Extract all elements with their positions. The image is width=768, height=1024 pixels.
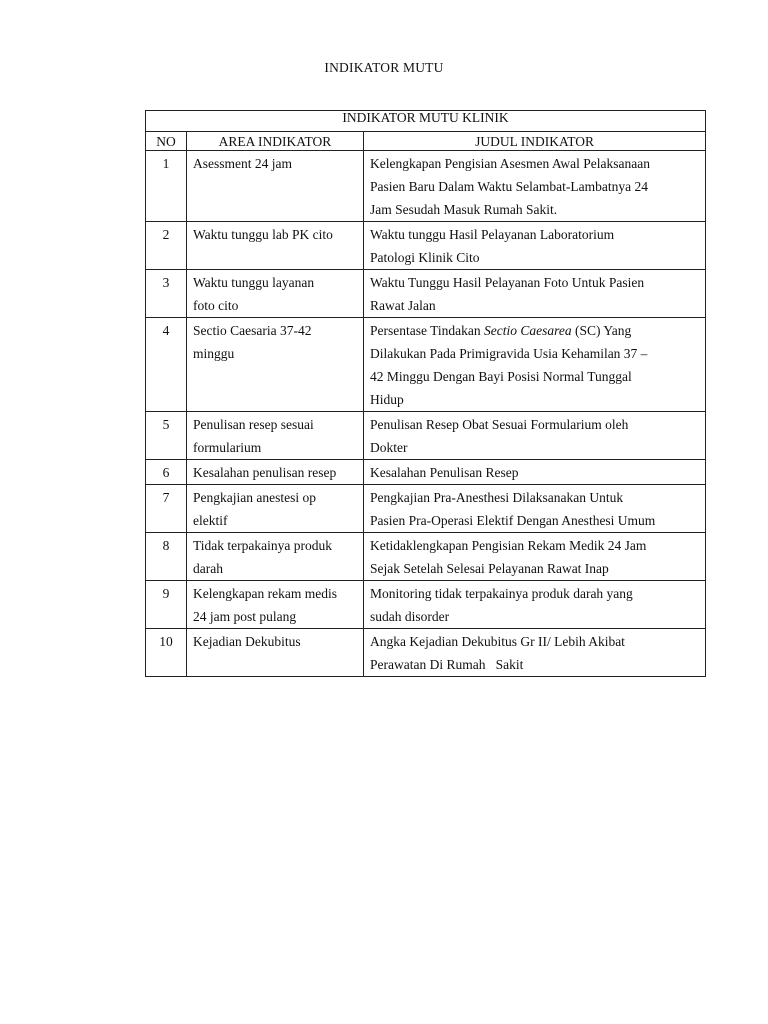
area-text: Kejadian Dekubitus bbox=[193, 634, 301, 649]
row-number: 7 bbox=[146, 485, 187, 533]
judul-text: Dilakukan Pada Primigravida Usia Kehamilan 37 – bbox=[370, 346, 648, 361]
area-text: Sectio Caesaria 37-42 bbox=[193, 323, 312, 338]
area-cell bbox=[187, 151, 364, 222]
judul-text: Rawat Jalan bbox=[370, 298, 436, 313]
judul-text: Pasien Pra-Operasi Elektif Dengan Anesthesi Umum bbox=[370, 513, 656, 528]
area-cell bbox=[187, 485, 364, 533]
judul-cell bbox=[364, 460, 706, 485]
row-number: 4 bbox=[146, 318, 187, 412]
table-row bbox=[146, 581, 706, 629]
row-number: 5 bbox=[146, 412, 187, 460]
row-number: 6 bbox=[146, 460, 187, 485]
area-text: Asessment 24 jam bbox=[193, 156, 292, 171]
area-text: Tidak terpakainya produk bbox=[193, 538, 332, 553]
area-text: Pengkajian anestesi op bbox=[193, 490, 316, 505]
area-cell bbox=[187, 629, 364, 677]
area-cell bbox=[187, 533, 364, 581]
judul-text: 42 Minggu Dengan Bayi Posisi Normal Tunggal bbox=[370, 369, 632, 384]
area-cell bbox=[187, 222, 364, 270]
judul-text-mixed bbox=[370, 319, 699, 342]
area-text: Kelengkapan rekam medis bbox=[193, 586, 337, 601]
area-cell bbox=[187, 412, 364, 460]
judul-cell bbox=[364, 581, 706, 629]
table-caption: INDIKATOR MUTU KLINIK bbox=[146, 111, 706, 132]
row-number: 10 bbox=[146, 629, 187, 677]
row-number: 2 bbox=[146, 222, 187, 270]
area-cell bbox=[187, 270, 364, 318]
judul-text: Jam Sesudah Masuk Rumah Sakit. bbox=[370, 202, 558, 217]
judul-text: Pengkajian Pra-Anesthesi Dilaksanakan Untuk bbox=[370, 490, 624, 505]
indikator-mutu-table bbox=[145, 110, 706, 677]
area-cell bbox=[187, 581, 364, 629]
area-text: Waktu tunggu layanan bbox=[193, 275, 315, 290]
area-text: Penulisan resep sesuai bbox=[193, 417, 314, 432]
area-text: foto cito bbox=[193, 298, 239, 313]
area-text: elektif bbox=[193, 513, 228, 528]
table-row bbox=[146, 222, 706, 270]
table-row bbox=[146, 270, 706, 318]
header-area: AREA INDIKATOR bbox=[187, 132, 364, 151]
judul-italic-term: Sectio Caesarea bbox=[484, 323, 572, 338]
judul-text: Penulisan Resep Obat Sesuai Formularium oleh bbox=[370, 417, 629, 432]
judul-text: Ketidaklengkapan Pengisian Rekam Medik 24 Jam bbox=[370, 538, 647, 553]
judul-text: Waktu tunggu Hasil Pelayanan Laboratorium bbox=[370, 227, 615, 242]
table-row bbox=[146, 412, 706, 460]
judul-text: Kelengkapan Pengisian Asesmen Awal Pelaksanaan bbox=[370, 156, 650, 171]
area-cell bbox=[187, 318, 364, 412]
area-text: Waktu tunggu lab PK cito bbox=[193, 227, 333, 242]
table-row bbox=[146, 533, 706, 581]
judul-text: Hidup bbox=[370, 392, 404, 407]
document-title: INDIKATOR MUTU bbox=[324, 60, 444, 75]
judul-text: Perawatan Di Rumah Sakit bbox=[370, 657, 524, 672]
area-text: formularium bbox=[193, 440, 262, 455]
area-text: 24 jam post pulang bbox=[193, 609, 297, 624]
table-row bbox=[146, 629, 706, 677]
table-row bbox=[146, 318, 706, 412]
judul-cell bbox=[364, 485, 706, 533]
judul-text: Kesalahan Penulisan Resep bbox=[370, 465, 519, 480]
judul-text-part: Persentase Tindakan bbox=[370, 323, 484, 338]
row-number: 1 bbox=[146, 151, 187, 222]
table-row bbox=[146, 485, 706, 533]
table-row bbox=[146, 460, 706, 485]
area-cell bbox=[187, 460, 364, 485]
judul-text: Monitoring tidak terpakainya produk darah yang bbox=[370, 586, 633, 601]
judul-text-part: (SC) Yang bbox=[571, 323, 632, 338]
judul-text: sudah disorder bbox=[370, 609, 450, 624]
judul-cell bbox=[364, 533, 706, 581]
judul-text: Pasien Baru Dalam Waktu Selambat-Lambatnya 24 bbox=[370, 179, 648, 194]
area-text: darah bbox=[193, 561, 223, 576]
judul-text: Patologi Klinik Cito bbox=[370, 250, 480, 265]
judul-text: Waktu Tunggu Hasil Pelayanan Foto Untuk Pasien bbox=[370, 275, 645, 290]
judul-cell bbox=[364, 151, 706, 222]
judul-text: Angka Kejadian Dekubitus Gr II/ Lebih Akibat bbox=[370, 634, 625, 649]
row-number: 9 bbox=[146, 581, 187, 629]
header-judul: JUDUL INDIKATOR bbox=[364, 132, 706, 151]
judul-cell bbox=[364, 222, 706, 270]
area-text: Kesalahan penulisan resep bbox=[193, 465, 337, 480]
judul-cell bbox=[364, 318, 706, 412]
row-number: 8 bbox=[146, 533, 187, 581]
judul-cell bbox=[364, 629, 706, 677]
area-text: minggu bbox=[193, 346, 235, 361]
row-number: 3 bbox=[146, 270, 187, 318]
header-no: NO bbox=[146, 132, 187, 151]
judul-cell bbox=[364, 270, 706, 318]
judul-text: Sejak Setelah Selesai Pelayanan Rawat Inap bbox=[370, 561, 609, 576]
judul-text: Dokter bbox=[370, 440, 408, 455]
judul-cell bbox=[364, 412, 706, 460]
table-row bbox=[146, 151, 706, 222]
